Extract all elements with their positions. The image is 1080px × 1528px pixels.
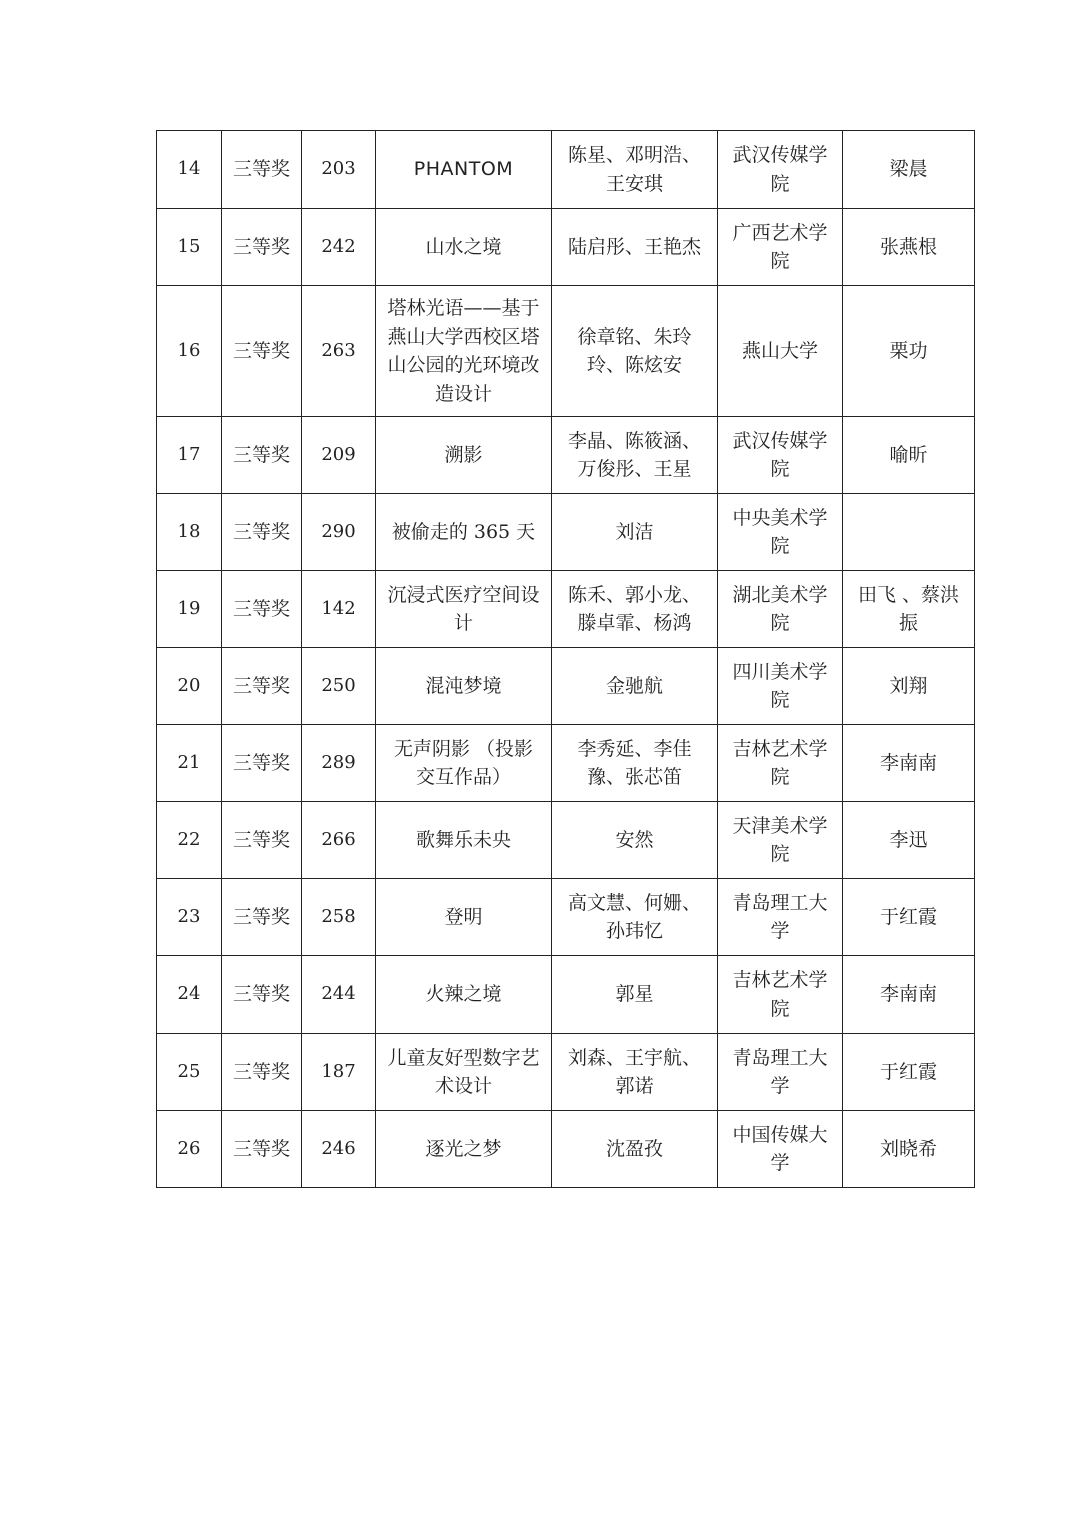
cell-entry-id: 246 (302, 1111, 376, 1188)
cell-entry-id: 250 (302, 648, 376, 725)
cell-prize-level: 三等奖 (222, 725, 302, 802)
cell-authors: 郭星 (552, 956, 718, 1034)
cell-authors: 陆启彤、王艳杰 (552, 209, 718, 286)
cell-work-title: 混沌梦境 (376, 648, 552, 725)
cell-prize-level: 三等奖 (222, 209, 302, 286)
cell-school: 吉林艺术学院 (718, 725, 843, 802)
cell-number: 23 (157, 879, 222, 956)
cell-entry-id: 290 (302, 494, 376, 571)
table-row (157, 879, 975, 956)
table-row (157, 286, 975, 417)
cell-school: 燕山大学 (718, 286, 843, 417)
cell-entry-id: 142 (302, 571, 376, 648)
table-row (157, 802, 975, 879)
cell-authors: 陈星、邓明浩、王安琪 (552, 131, 718, 209)
cell-number: 20 (157, 648, 222, 725)
table-row (157, 417, 975, 494)
cell-school: 广西艺术学院 (718, 209, 843, 286)
cell-authors: 刘洁 (552, 494, 718, 571)
cell-advisor (843, 494, 975, 571)
cell-authors: 金驰航 (552, 648, 718, 725)
cell-entry-id: 289 (302, 725, 376, 802)
cell-prize-level: 三等奖 (222, 1034, 302, 1111)
awards-table-body (157, 131, 975, 1188)
cell-prize-level: 三等奖 (222, 879, 302, 956)
cell-work-title: 火辣之境 (376, 956, 552, 1034)
cell-prize-level: 三等奖 (222, 802, 302, 879)
cell-advisor: 张燕根 (843, 209, 975, 286)
cell-work-title: 溯影 (376, 417, 552, 494)
cell-school: 中国传媒大学 (718, 1111, 843, 1188)
cell-advisor: 刘晓希 (843, 1111, 975, 1188)
cell-advisor: 于红霞 (843, 1034, 975, 1111)
cell-school: 武汉传媒学院 (718, 417, 843, 494)
table-row (157, 956, 975, 1034)
cell-work-title: 儿童友好型数字艺术设计 (376, 1034, 552, 1111)
table-row (157, 1111, 975, 1188)
cell-number: 19 (157, 571, 222, 648)
awards-table (156, 130, 975, 1188)
cell-advisor: 李南南 (843, 725, 975, 802)
cell-authors: 陈禾、郭小龙、滕卓霏、杨鸿 (552, 571, 718, 648)
cell-prize-level: 三等奖 (222, 571, 302, 648)
cell-number: 21 (157, 725, 222, 802)
cell-advisor: 田飞 、蔡洪振 (843, 571, 975, 648)
cell-school: 青岛理工大学 (718, 1034, 843, 1111)
table-row (157, 725, 975, 802)
cell-authors: 刘森、王宇航、郭诺 (552, 1034, 718, 1111)
table-row (157, 571, 975, 648)
cell-advisor: 于红霞 (843, 879, 975, 956)
table-row (157, 1034, 975, 1111)
cell-work-title: 逐光之梦 (376, 1111, 552, 1188)
cell-authors: 徐章铭、朱玲玲、陈炫安 (552, 286, 718, 417)
cell-work-title: 被偷走的 365 天 (376, 494, 552, 571)
cell-entry-id: 203 (302, 131, 376, 209)
cell-prize-level: 三等奖 (222, 648, 302, 725)
cell-number: 24 (157, 956, 222, 1034)
cell-prize-level: 三等奖 (222, 956, 302, 1034)
cell-school: 中央美术学院 (718, 494, 843, 571)
cell-work-title: 塔林光语——基于燕山大学西校区塔山公园的光环境改造设计 (376, 286, 552, 417)
cell-prize-level: 三等奖 (222, 1111, 302, 1188)
cell-entry-id: 209 (302, 417, 376, 494)
cell-entry-id: 258 (302, 879, 376, 956)
table-row (157, 131, 975, 209)
cell-authors: 李晶、陈筱涵、万俊彤、王星 (552, 417, 718, 494)
cell-number: 26 (157, 1111, 222, 1188)
cell-advisor: 刘翔 (843, 648, 975, 725)
cell-authors: 高文慧、何姗、孙玮忆 (552, 879, 718, 956)
cell-entry-id: 263 (302, 286, 376, 417)
cell-work-title: PHANTOM (376, 131, 552, 209)
cell-authors: 安然 (552, 802, 718, 879)
cell-number: 25 (157, 1034, 222, 1111)
cell-entry-id: 266 (302, 802, 376, 879)
cell-school: 青岛理工大学 (718, 879, 843, 956)
table-row (157, 494, 975, 571)
cell-work-title: 登明 (376, 879, 552, 956)
cell-prize-level: 三等奖 (222, 286, 302, 417)
cell-prize-level: 三等奖 (222, 417, 302, 494)
cell-school: 湖北美术学院 (718, 571, 843, 648)
cell-number: 18 (157, 494, 222, 571)
cell-work-title: 沉浸式医疗空间设计 (376, 571, 552, 648)
cell-advisor: 李南南 (843, 956, 975, 1034)
table-row (157, 648, 975, 725)
cell-number: 14 (157, 131, 222, 209)
cell-prize-level: 三等奖 (222, 494, 302, 571)
cell-authors: 沈盈孜 (552, 1111, 718, 1188)
cell-prize-level: 三等奖 (222, 131, 302, 209)
cell-advisor: 李迅 (843, 802, 975, 879)
table-row (157, 209, 975, 286)
cell-school: 天津美术学院 (718, 802, 843, 879)
awards-document (156, 130, 974, 1188)
cell-entry-id: 187 (302, 1034, 376, 1111)
cell-school: 四川美术学院 (718, 648, 843, 725)
cell-work-title: 山水之境 (376, 209, 552, 286)
cell-number: 22 (157, 802, 222, 879)
cell-school: 吉林艺术学院 (718, 956, 843, 1034)
cell-authors: 李秀延、李佳豫、张芯笛 (552, 725, 718, 802)
cell-work-title: 歌舞乐未央 (376, 802, 552, 879)
cell-advisor: 喻昕 (843, 417, 975, 494)
cell-work-title: 无声阴影 （投影交互作品） (376, 725, 552, 802)
cell-number: 15 (157, 209, 222, 286)
cell-number: 17 (157, 417, 222, 494)
cell-advisor: 梁晨 (843, 131, 975, 209)
cell-entry-id: 242 (302, 209, 376, 286)
cell-number: 16 (157, 286, 222, 417)
cell-entry-id: 244 (302, 956, 376, 1034)
cell-advisor: 栗功 (843, 286, 975, 417)
cell-school: 武汉传媒学院 (718, 131, 843, 209)
